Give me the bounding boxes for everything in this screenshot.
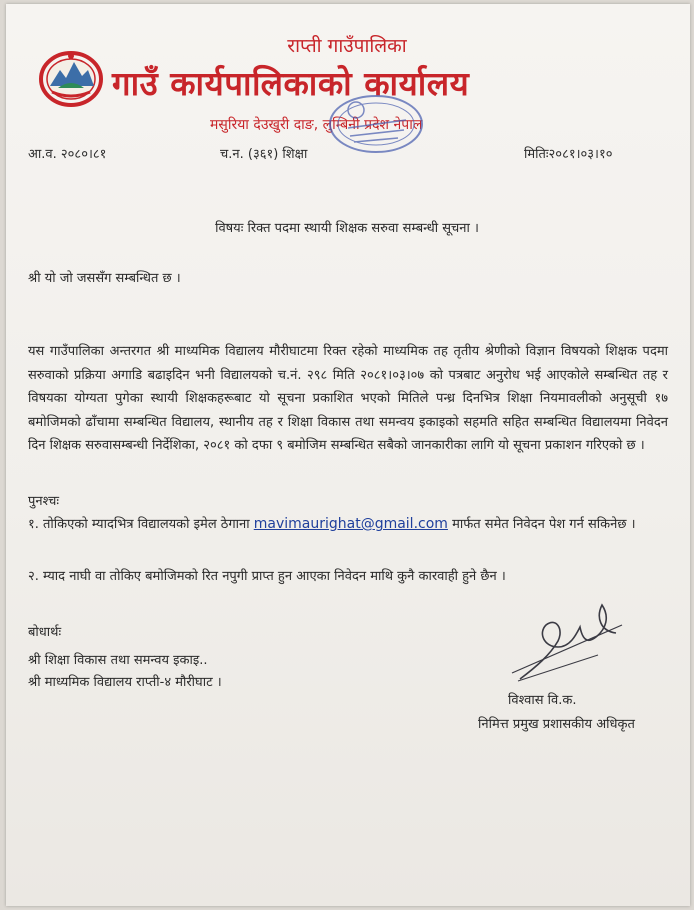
postscript-item-1-text-end: मार्फत समेत निवेदन पेश गर्न सकिनेछ । — [452, 517, 636, 532]
letter-body — [28, 340, 668, 458]
signatory-name: विश्वास वि.क. — [508, 693, 577, 708]
body-paragraph: यस गाउँपालिका अन्तरगत श्री माध्यमिक विद्यालय मौरीघाटमा रिक्त रहेको माध्यमिक तह तृतीय श्रेणीको विज्ञान विषयको शिक्षक पदमा सरुवाको प्रक्रिया अगाडि बढाइदिन भनी विद्यालयको च.नं. २९८ मिति २०८१।०३।०७ को पत्रबाट अनुरोध भई आएकोले सम्बन्धित तह र विषयका योग्यता पुगेका स्थायी शिक्षकहरूबाट यो सूचना प्रकाशित भएको मितिले पन्ध्र दिनभित्र शिक्षा नियमावलीको अनुसूची १७ बमोजिमको ढाँचामा सम्बन्धित विद्यालय, स्थानीय तह र शिक्षा विकास तथा समन्वय इकाइको सहमति सहित सम्बन्धित विद्यालयमा निवेदन दिन शिक्षक सरुवासम्बन्धी निर्देशिका, २०८१ को दफा ९ बमोजिम सम्बन्धित सबैको जानकारीका लागि यो सूचना प्रकाशन गरिएको छ । — [28, 344, 668, 453]
cc-heading: बोधार्थः — [28, 625, 62, 640]
letter-date: मितिः२०८१।०३।१० — [524, 147, 613, 162]
municipality-name: राप्ती गाउँपालिका — [287, 35, 407, 57]
fiscal-year: आ.व. २०८०।८१ — [28, 147, 107, 162]
school-email-link[interactable]: mavimaurighat@gmail.com — [253, 516, 448, 532]
reference-number: च.न. (३६१) शिक्षा — [220, 147, 308, 162]
salutation: श्री यो जो जससँग सम्बन्धित छ । — [28, 271, 181, 286]
letter-subject: विषयः रिक्त पदमा स्थायी शिक्षक सरुवा सम्बन्धी सूचना । — [215, 221, 479, 236]
office-title: गाउँ कार्यपालिकाको कार्यालय — [112, 64, 470, 103]
signatory-title: निमित्त प्रमुख प्रशासकीय अधिकृत — [478, 717, 635, 732]
postscript-item-2: २. म्याद नाघी वा तोकिए बमोजिमको रित नपुगी प्राप्त हुन आएका निवेदन माथि कुनै कारवाही हुने छैन । — [28, 569, 506, 584]
cc-item: श्री माध्यमिक विद्यालय राप्ती-४ मौरीघाट । — [28, 675, 222, 690]
office-stamp-icon — [326, 92, 426, 156]
office-address: मसुरिया देउखुरी दाङ, लुम्बिनी प्रदेश नेपाल — [210, 117, 423, 133]
postscript-item-1 — [28, 513, 668, 536]
handwritten-signature-icon — [506, 597, 626, 687]
postscript-item-1-text: १. तोकिएको म्यादभित्र विद्यालयको इमेल ठेगाना — [28, 517, 250, 532]
cc-item: श्री शिक्षा विकास तथा समन्वय इकाइ.. — [28, 653, 208, 668]
postscript-heading: पुनश्चः — [28, 494, 60, 509]
